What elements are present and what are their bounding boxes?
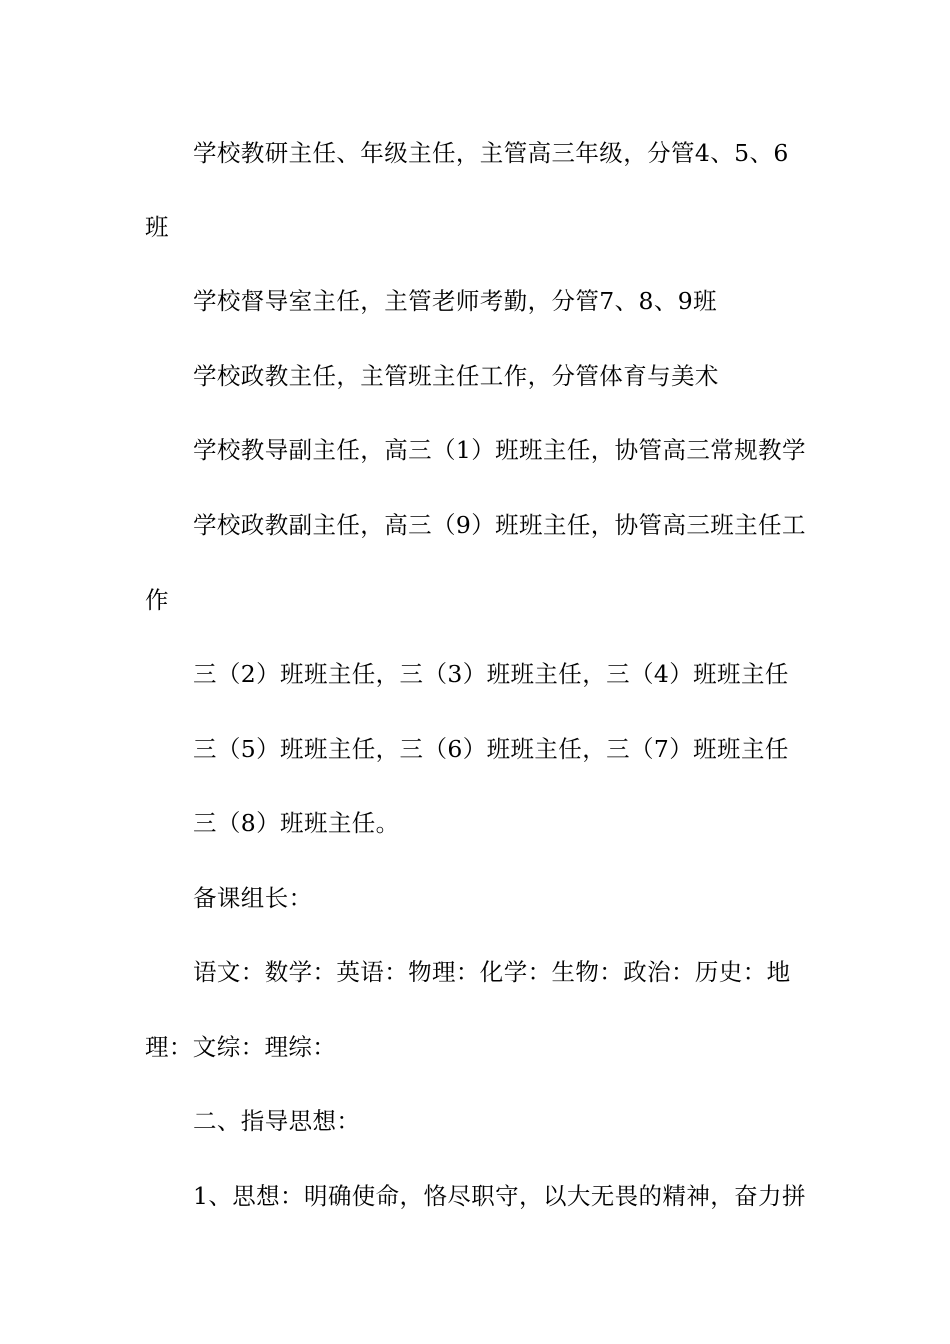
paragraph-line: 三（5）班班主任，三（6）班班主任，三（7）班班主任 bbox=[193, 735, 789, 763]
paragraph-line: 1、思想：明确使命，恪尽职守，以大无畏的精神，奋力拼 bbox=[193, 1182, 806, 1210]
section-heading: 二、指导思想： bbox=[193, 1107, 361, 1135]
paragraph-line: 三（8）班班主任。 bbox=[193, 809, 400, 837]
paragraph-line: 学校教研主任、年级主任，主管高三年级，分管4、5、6 bbox=[193, 139, 789, 167]
paragraph-line: 三（2）班班主任，三（3）班班主任，三（4）班班主任 bbox=[193, 660, 789, 688]
paragraph-line: 学校政教主任，主管班主任工作，分管体育与美术 bbox=[193, 362, 719, 390]
paragraph-line: 作 bbox=[145, 586, 169, 614]
paragraph-line: 理：文综：理综： bbox=[145, 1033, 337, 1061]
paragraph-line: 学校政教副主任，高三（9）班班主任，协管高三班主任工 bbox=[193, 511, 806, 539]
paragraph-line: 语文：数学：英语：物理：化学：生物：政治：历史：地 bbox=[193, 958, 791, 986]
paragraph-line: 学校督导室主任，主管老师考勤，分管7、8、9班 bbox=[193, 287, 718, 315]
paragraph-line: 学校教导副主任，高三（1）班班主任，协管高三常规教学 bbox=[193, 436, 806, 464]
paragraph-line: 班 bbox=[145, 213, 169, 241]
paragraph-line: 备课组长： bbox=[193, 884, 313, 912]
